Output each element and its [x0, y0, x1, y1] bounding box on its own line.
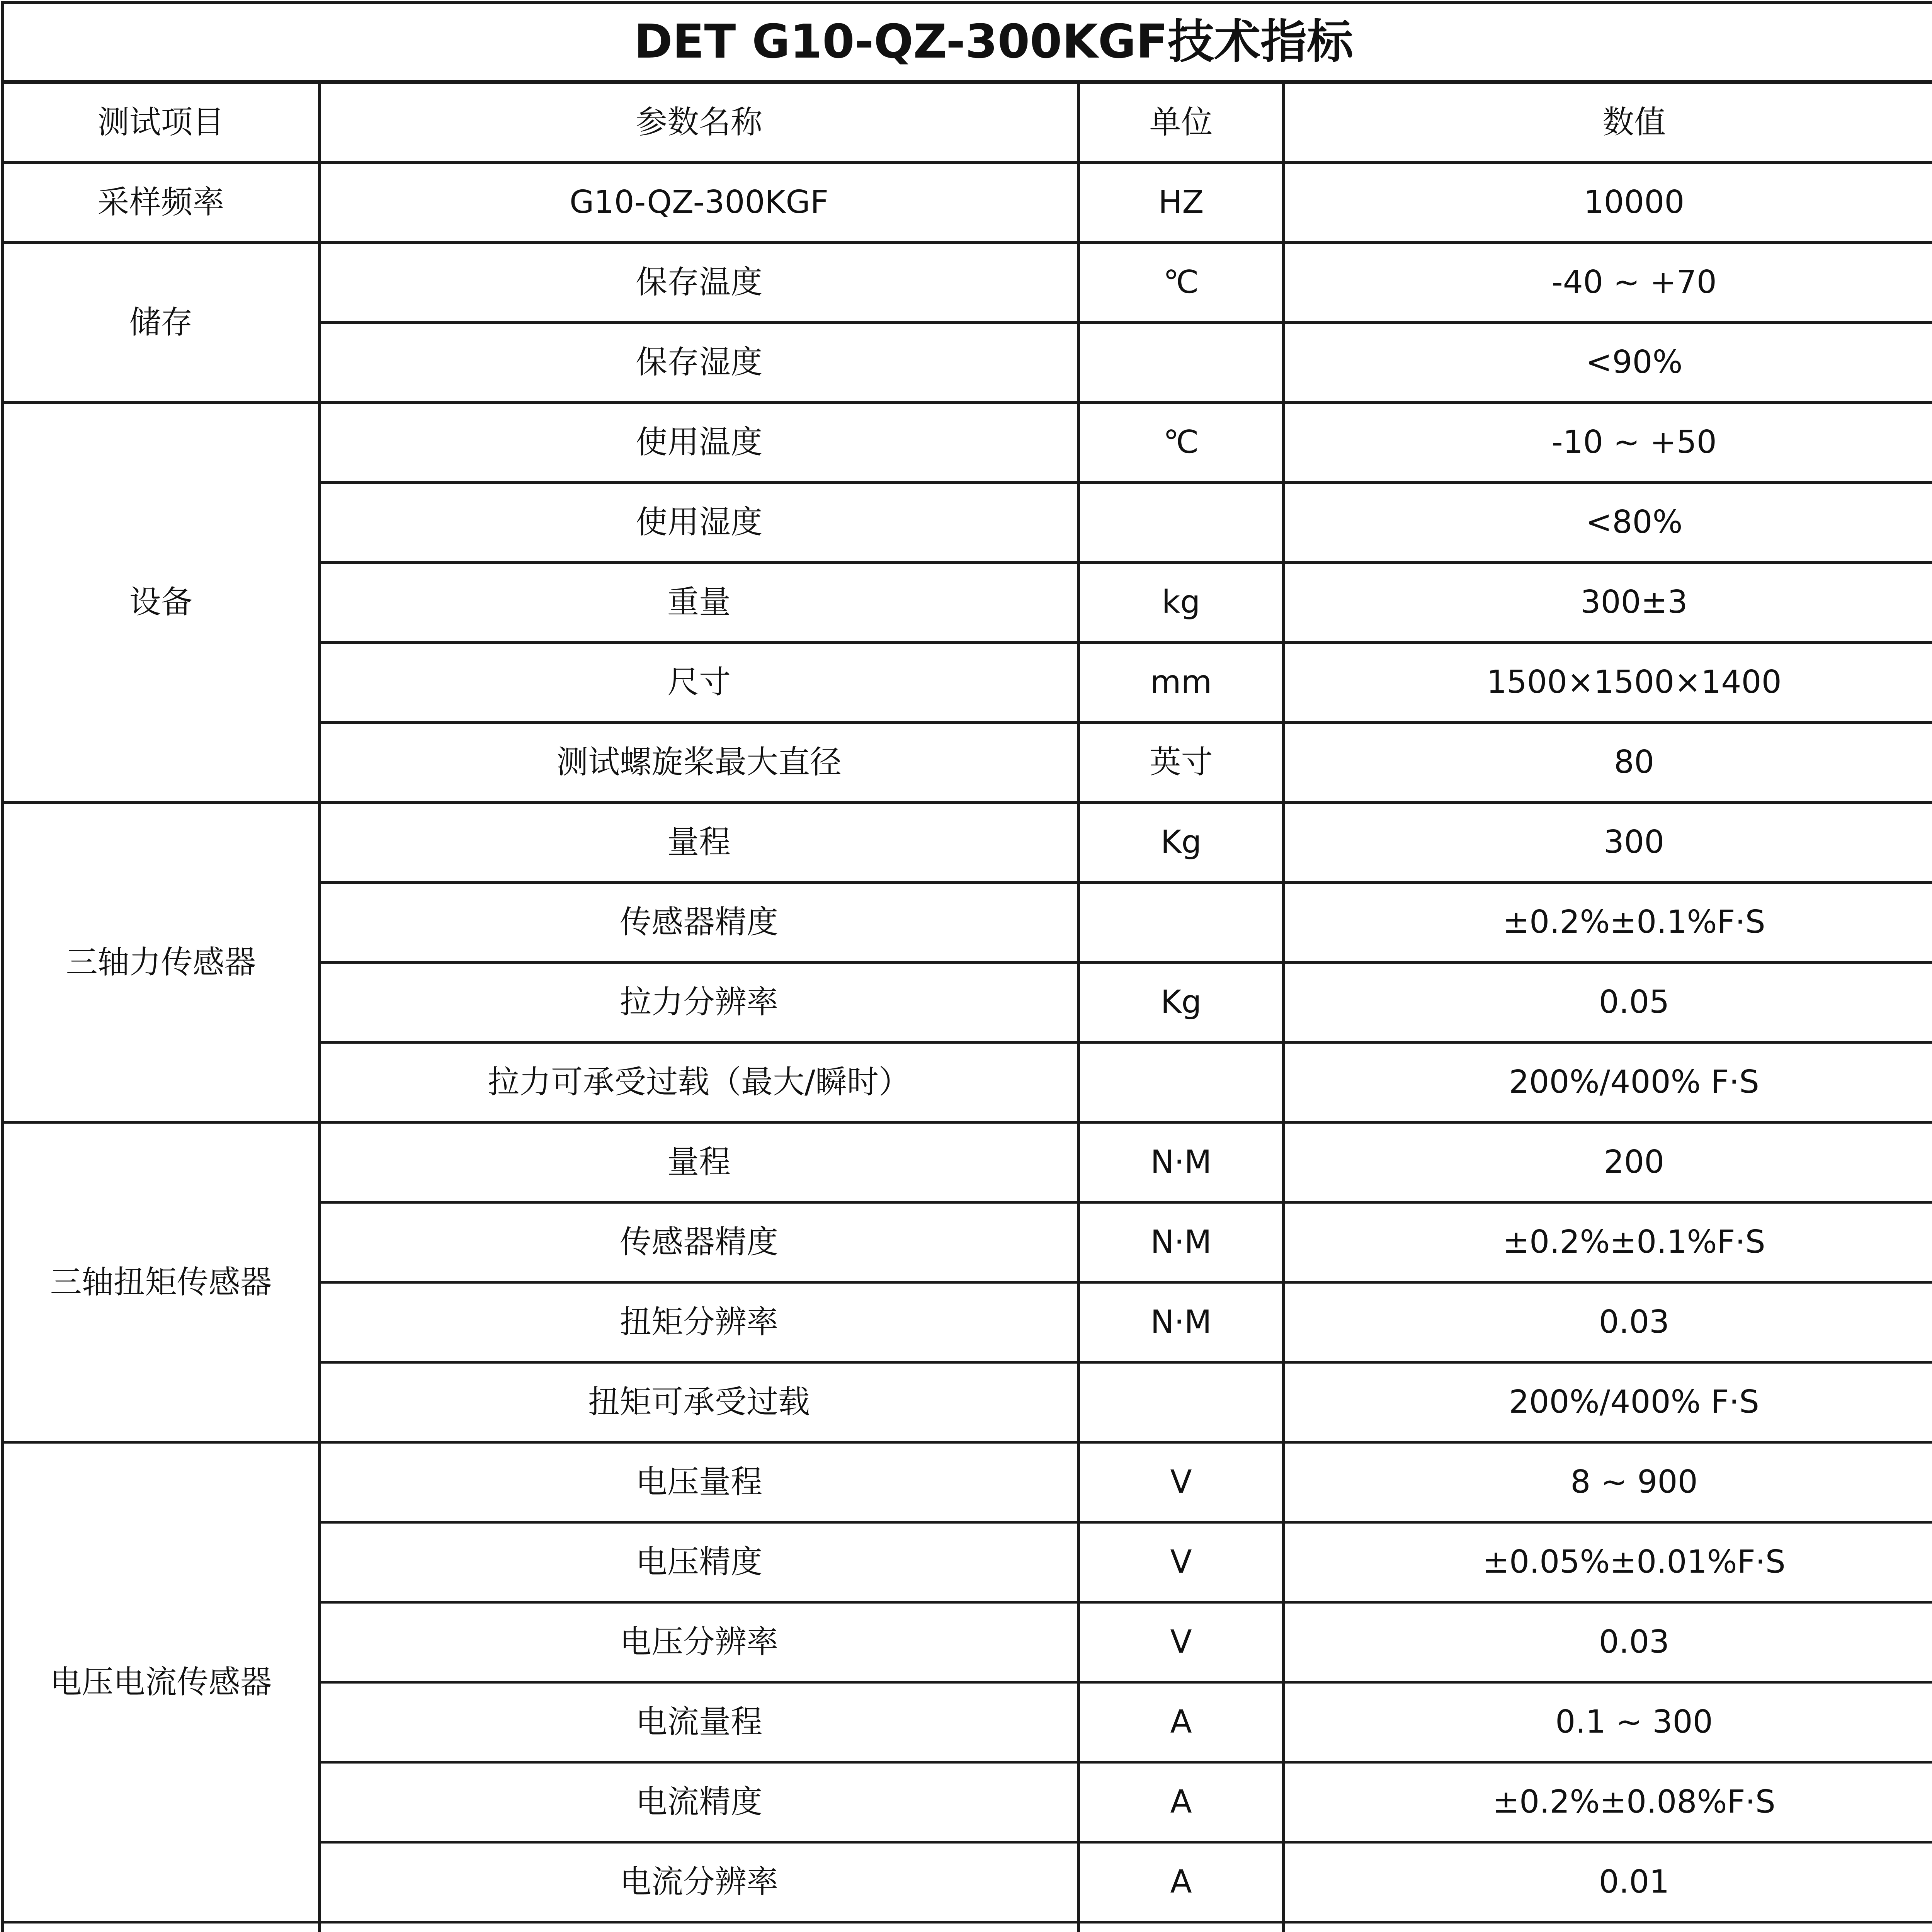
unit-cell: kg — [1079, 563, 1284, 643]
header-row — [3, 82, 1932, 163]
category-cell: 电压电流传感器 — [3, 1442, 320, 1922]
value-cell: 0.03 — [1284, 1602, 1932, 1682]
value-cell: -10 ~ +50 — [1284, 403, 1932, 483]
value-cell — [1284, 1922, 1932, 1932]
parameter-cell: 测试螺旋桨最大直径 — [320, 723, 1079, 803]
unit-cell: N·M — [1079, 1282, 1284, 1362]
parameter-cell: 扭矩可承受过载 — [320, 1362, 1079, 1442]
value-cell: <80% — [1284, 483, 1932, 563]
header-parameter: 参数名称 — [320, 82, 1079, 163]
table-title: DET G10-QZ-300KGF技术指标 — [3, 3, 1932, 82]
unit-cell: ℃ — [1079, 403, 1284, 483]
parameter-cell: 电流分辨率 — [320, 1842, 1079, 1922]
parameter-cell: 传感器精度 — [320, 883, 1079, 963]
value-cell: ±0.05%±0.01%F·S — [1284, 1522, 1932, 1602]
unit-cell: V — [1079, 1602, 1284, 1682]
parameter-cell: 尺寸 — [320, 643, 1079, 723]
unit-cell: V — [1079, 1442, 1284, 1522]
spec-table — [1, 1, 1932, 1932]
header-value: 数值 — [1284, 82, 1932, 163]
value-cell: 10000 — [1284, 163, 1932, 243]
parameter-cell: 电压量程 — [320, 1442, 1079, 1522]
table-row — [3, 403, 1932, 483]
unit-cell: mm — [1079, 643, 1284, 723]
unit-cell — [1079, 323, 1284, 403]
unit-cell: Kg — [1079, 963, 1284, 1043]
table-row — [3, 1922, 1932, 1932]
category-cell: 三轴扭矩传感器 — [3, 1122, 320, 1442]
table-row — [3, 243, 1932, 323]
value-cell: 80 — [1284, 723, 1932, 803]
parameter-cell: 拉力分辨率 — [320, 963, 1079, 1043]
unit-cell: Kg — [1079, 803, 1284, 883]
parameter-cell: 电流量程 — [320, 1682, 1079, 1762]
value-cell: <90% — [1284, 323, 1932, 403]
category-cell: 三轴力传感器 — [3, 803, 320, 1122]
spec-table-body — [3, 82, 1932, 1932]
parameter-cell: 使用温度 — [320, 403, 1079, 483]
value-cell: 200%/400% F·S — [1284, 1043, 1932, 1122]
parameter-cell: 拉力可承受过载（最大/瞬时） — [320, 1043, 1079, 1122]
unit-cell: A — [1079, 1762, 1284, 1842]
unit-cell: A — [1079, 1682, 1284, 1762]
unit-cell: 英寸 — [1079, 723, 1284, 803]
value-cell: ±0.2%±0.1%F·S — [1284, 1202, 1932, 1282]
table-row — [3, 803, 1932, 883]
table-row — [3, 1442, 1932, 1522]
parameter-cell — [320, 1922, 1079, 1932]
parameter-cell: 保存温度 — [320, 243, 1079, 323]
value-cell: 8 ~ 900 — [1284, 1442, 1932, 1522]
parameter-cell: 电流精度 — [320, 1762, 1079, 1842]
header-category: 测试项目 — [3, 82, 320, 163]
parameter-cell: 保存湿度 — [320, 323, 1079, 403]
parameter-cell: 电压分辨率 — [320, 1602, 1079, 1682]
parameter-cell: 扭矩分辨率 — [320, 1282, 1079, 1362]
category-cell: 储存 — [3, 243, 320, 403]
unit-cell — [1079, 1922, 1284, 1932]
category-cell: 设备 — [3, 403, 320, 803]
table-row — [3, 1122, 1932, 1202]
unit-cell: V — [1079, 1522, 1284, 1602]
category-cell — [3, 1922, 320, 1932]
value-cell: ±0.2%±0.1%F·S — [1284, 883, 1932, 963]
unit-cell — [1079, 883, 1284, 963]
value-cell: 0.01 — [1284, 1842, 1932, 1922]
unit-cell: A — [1079, 1842, 1284, 1922]
value-cell: 300±3 — [1284, 563, 1932, 643]
value-cell: 0.1 ~ 300 — [1284, 1682, 1932, 1762]
parameter-cell: 重量 — [320, 563, 1079, 643]
unit-cell: N·M — [1079, 1202, 1284, 1282]
value-cell: 200%/400% F·S — [1284, 1362, 1932, 1442]
value-cell: 200 — [1284, 1122, 1932, 1202]
unit-cell: N·M — [1079, 1122, 1284, 1202]
unit-cell: ℃ — [1079, 243, 1284, 323]
value-cell: -40 ~ +70 — [1284, 243, 1932, 323]
value-cell: 0.03 — [1284, 1282, 1932, 1362]
parameter-cell: 传感器精度 — [320, 1202, 1079, 1282]
unit-cell: HZ — [1079, 163, 1284, 243]
header-unit: 单位 — [1079, 82, 1284, 163]
parameter-cell: 电压精度 — [320, 1522, 1079, 1602]
unit-cell — [1079, 1362, 1284, 1442]
unit-cell — [1079, 1043, 1284, 1122]
category-cell: 采样频率 — [3, 163, 320, 243]
table-row — [3, 163, 1932, 243]
parameter-cell: 量程 — [320, 1122, 1079, 1202]
value-cell: 300 — [1284, 803, 1932, 883]
parameter-cell: 使用湿度 — [320, 483, 1079, 563]
value-cell: 1500×1500×1400 — [1284, 643, 1932, 723]
parameter-cell: 量程 — [320, 803, 1079, 883]
value-cell: 0.05 — [1284, 963, 1932, 1043]
unit-cell — [1079, 483, 1284, 563]
value-cell: ±0.2%±0.08%F·S — [1284, 1762, 1932, 1842]
parameter-cell: G10-QZ-300KGF — [320, 163, 1079, 243]
